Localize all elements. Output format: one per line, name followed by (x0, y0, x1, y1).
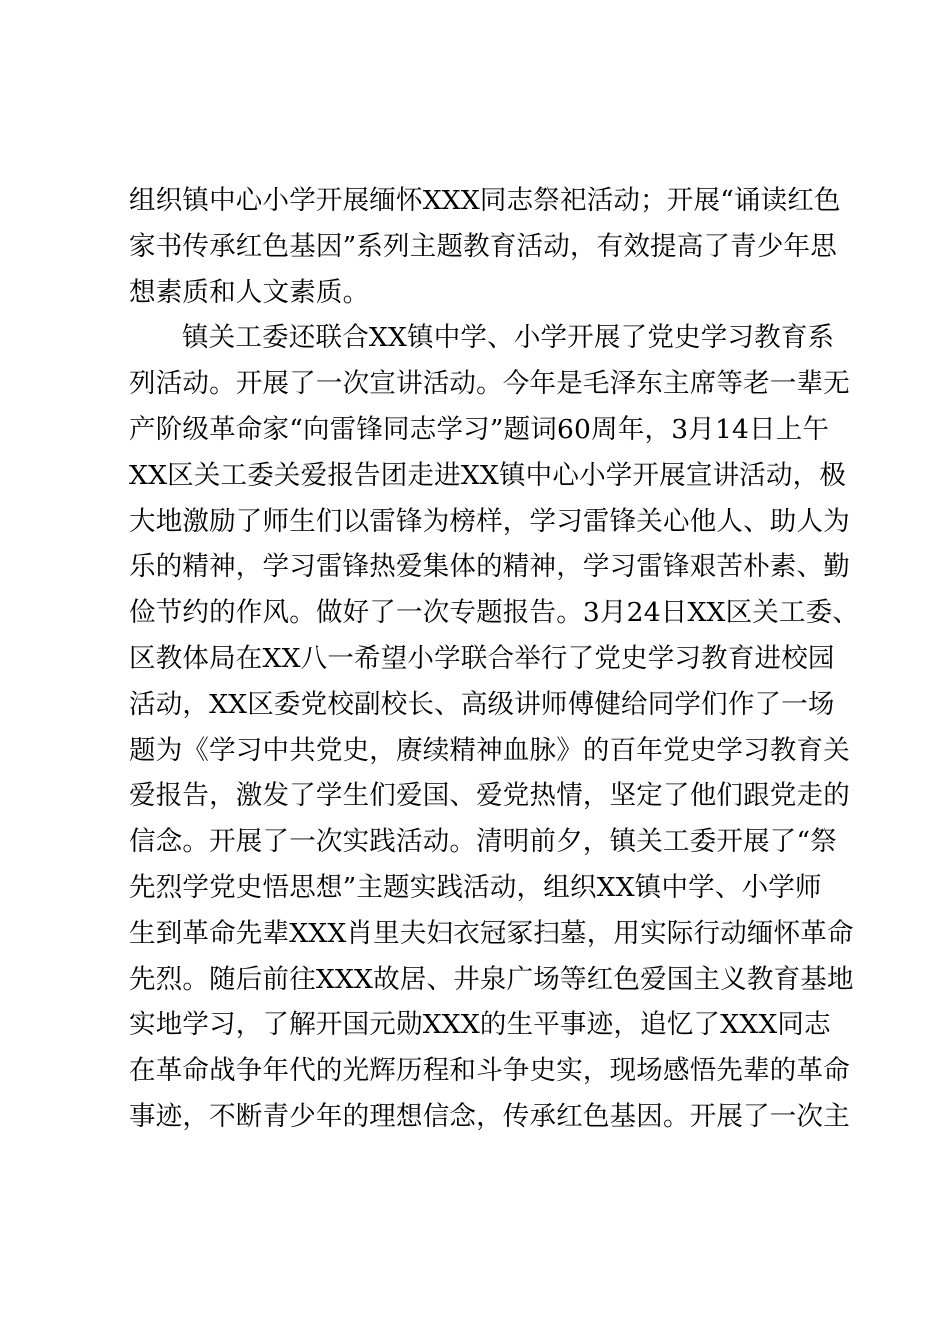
text-line: 信念。开展了一次实践活动。清明前夕，镇关工委开展了“祭 (129, 826, 837, 858)
text-line: 事迹，不断青少年的理想信念，传承红色基因。开展了一次主 (129, 1100, 850, 1132)
text-line: 爱报告，激发了学生们爱国、爱党热情，坚定了他们跟党走的 (129, 780, 850, 812)
text-line: 想素质和人文素质。 (129, 276, 370, 308)
text-line: 区教体局在XX八一希望小学联合举行了党史学习教育进校园 (129, 642, 835, 674)
text-line: 家书传承红色基因”系列主题教育活动，有效提高了青少年思 (129, 230, 837, 262)
text-line: 题为《学习中共党史，赓续精神血脉》的百年党史学习教育关 (129, 734, 850, 766)
text-line: 先烈学党史悟思想”主题实践活动，组织XX镇中学、小学师 (129, 871, 822, 903)
text-line: 俭节约的作风。做好了一次专题报告。3月24日XX区关工委、 (129, 597, 860, 629)
text-line: 乐的精神，学习雷锋热爱集体的精神，学习雷锋艰苦朴素、勤 (129, 551, 850, 583)
text-line: 组织镇中心小学开展缅怀XXX同志祭祀活动；开展“诵读红色 (129, 185, 841, 216)
body-text (129, 178, 860, 1140)
text-line: 先烈。随后前往XXX故居、井泉广场等红色爱国主义教育基地 (129, 963, 854, 995)
paragraph-first-line: 镇关工委还联合XX镇中学、小学开展了党史学习教育系 (182, 322, 835, 354)
text-line: 实地学习，了解开国元勋XXX的生平事迹，追忆了XXX同志 (129, 1009, 831, 1041)
text-line: 活动，XX区委党校副校长、高级讲师傅健给同学们作了一场 (129, 688, 835, 720)
text-line: 生到革命先辈XXX肖里夫妇衣冠冢扫墓，用实际行动缅怀革命 (129, 917, 854, 949)
text-line: 大地激励了师生们以雷锋为榜样，学习雷锋关心他人、助人为 (129, 505, 850, 537)
text-line: 产阶级革命家“向雷锋同志学习”题词60周年，3月14日上午 (129, 413, 830, 445)
text-line: XX区关工委关爱报告团走进XX镇中心小学开展宣讲活动，极 (129, 459, 847, 491)
text-line: 在革命战争年代的光辉历程和斗争史实，现场感悟先辈的革命 (129, 1055, 850, 1087)
text-line: 列活动。开展了一次宣讲活动。今年是毛泽东主席等老一辈无 (129, 368, 850, 400)
